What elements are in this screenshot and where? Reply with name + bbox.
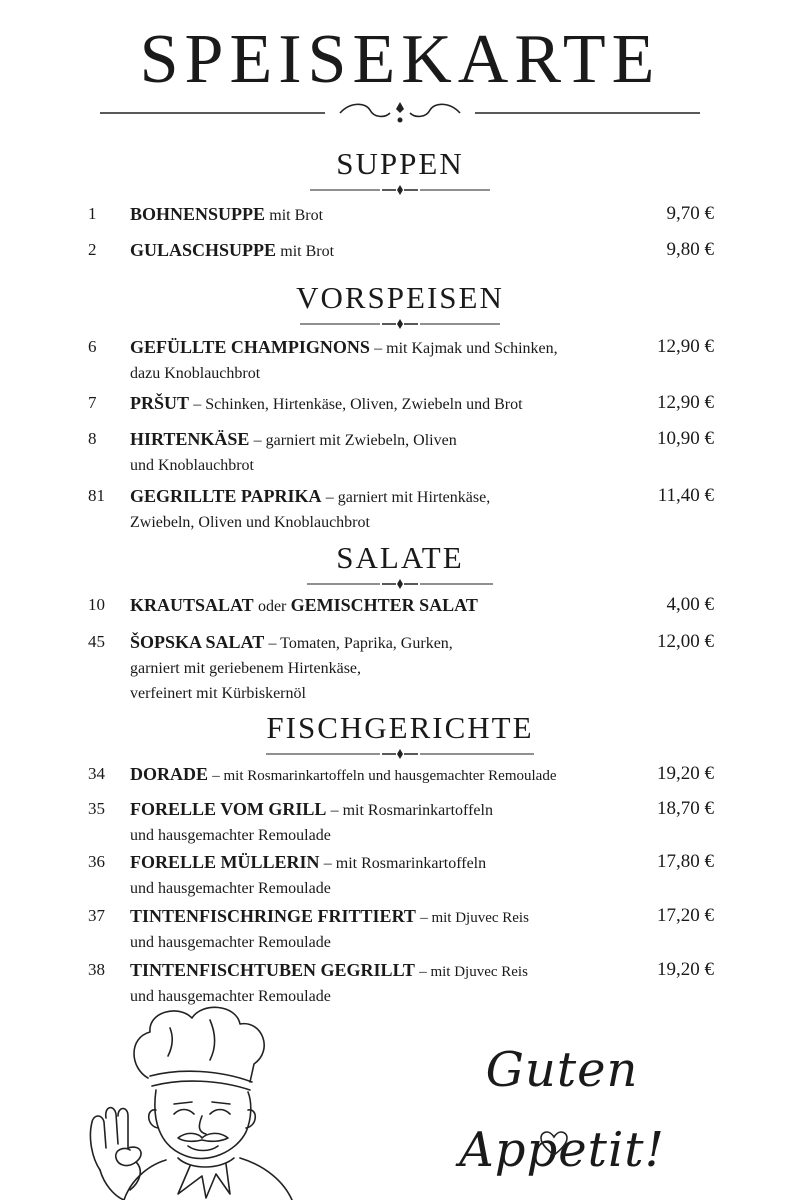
item-number: 2 (88, 240, 97, 259)
section-divider-ornament (266, 748, 534, 760)
item-name: BOHNENSUPPE (130, 204, 266, 224)
item-number: 35 (88, 799, 105, 818)
item-number: 8 (88, 429, 97, 448)
item-name: TINTENFISCHRINGE FRITTIERT (130, 906, 416, 926)
item-price: 9,70 € (666, 203, 714, 224)
item-name-alternative: GEMISCHTER SALAT (290, 595, 478, 615)
item-description: – mit Djuvec Reis (419, 964, 528, 980)
item-number: 36 (88, 852, 105, 871)
item-price: 19,20 € (657, 763, 714, 784)
section-vorspeisen (0, 280, 800, 330)
closing-greeting: Guten Appetit! (459, 1042, 665, 1178)
item-description: – mit Rosmarinkartoffeln und hausgemachter Remoulade (212, 768, 557, 784)
item-description-line2: und hausgemachter Remoulade (130, 988, 331, 1005)
item-number: 6 (88, 337, 97, 356)
item-name: ŠOPSKA SALAT (130, 632, 265, 652)
item-price: 12,90 € (657, 392, 714, 413)
item-description: mit Brot (269, 207, 324, 224)
item-name: TINTENFISCHTUBEN GEGRILLT (130, 960, 415, 980)
item-number: 37 (88, 906, 105, 925)
section-title: SUPPEN (336, 146, 464, 181)
title-flourish-ornament (100, 98, 700, 128)
section-divider-ornament (300, 318, 500, 330)
item-price: 17,20 € (657, 905, 714, 926)
item-price: 19,20 € (657, 959, 714, 980)
item-description: – Schinken, Hirtenkäse, Oliven, Zwiebeln und Brot (193, 396, 523, 413)
item-description: – mit Kajmak und Schinken, (374, 340, 558, 357)
section-title: FISCHGERICHTE (266, 710, 534, 745)
section-title: VORSPEISEN (296, 280, 504, 315)
item-description: – mit Rosmarinkartoffeln (330, 802, 493, 819)
heart-icon (539, 1130, 569, 1158)
item-number: 7 (88, 393, 97, 412)
item-price: 18,70 € (657, 798, 714, 819)
item-description-line2: und Knoblauchbrot (130, 457, 254, 474)
item-name: KRAUTSALAT (130, 595, 254, 615)
item-description: – mit Rosmarinkartoffeln (323, 855, 487, 872)
item-name: GEGRILLTE PAPRIKA (130, 486, 322, 506)
section-suppen (0, 146, 800, 196)
item-price: 17,80 € (657, 851, 714, 872)
item-price: 10,90 € (657, 428, 714, 449)
item-description-line2: und hausgemachter Remoulade (130, 934, 331, 951)
chef-illustration (70, 998, 330, 1200)
section-divider-ornament (307, 578, 493, 590)
item-description-line3: verfeinert mit Kürbiskernöl (130, 685, 306, 702)
item-number: 34 (88, 764, 105, 783)
item-description-line2: Zwiebeln, Oliven und Knoblauchbrot (130, 514, 370, 531)
item-name: FORELLE VOM GRILL (130, 799, 327, 819)
item-price: 12,00 € (657, 631, 714, 652)
section-title: SALATE (336, 540, 464, 575)
item-name: GULASCHSUPPE (130, 240, 277, 260)
item-description-line2: und hausgemachter Remoulade (130, 880, 331, 897)
section-fischgerichte (0, 710, 800, 760)
item-name: DORADE (130, 764, 209, 784)
item-number: 81 (88, 486, 105, 505)
item-number: 38 (88, 960, 105, 979)
item-description: mit Brot (280, 243, 335, 260)
menu-title: SPEISEKARTE (139, 21, 661, 98)
item-description-line2: und hausgemachter Remoulade (130, 827, 331, 844)
item-name: HIRTENKÄSE (130, 429, 250, 449)
item-name: GEFÜLLTE CHAMPIGNONS (130, 337, 370, 357)
item-description: – garniert mit Hirtenkäse, (325, 489, 491, 506)
item-price: 11,40 € (657, 485, 714, 506)
item-description: oder (257, 598, 287, 615)
section-divider-ornament (310, 184, 490, 196)
section-salate (0, 540, 800, 590)
item-description: – Tomaten, Paprika, Gurken, (268, 635, 453, 652)
item-price: 9,80 € (666, 239, 714, 260)
item-number: 10 (88, 595, 105, 614)
item-price: 12,90 € (657, 336, 714, 357)
item-description: – garniert mit Zwiebeln, Oliven (253, 432, 457, 449)
item-number: 45 (88, 632, 105, 651)
item-description-line2: dazu Knoblauchbrot (130, 365, 261, 382)
item-name: FORELLE MÜLLERIN (130, 852, 320, 872)
item-description-line2: garniert mit geriebenem Hirtenkäse, (130, 660, 362, 677)
item-number: 1 (88, 204, 97, 223)
item-description: – mit Djuvec Reis (420, 910, 529, 926)
item-name: PRŠUT (130, 393, 190, 413)
item-price: 4,00 € (666, 594, 714, 615)
